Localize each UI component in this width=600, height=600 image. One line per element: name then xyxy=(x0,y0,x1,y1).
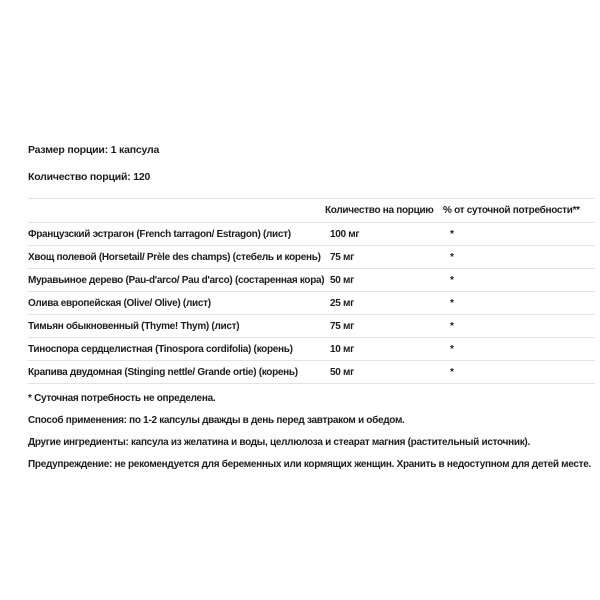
footnote-other-ingredients: Другие ингредиенты: капсула из желатина и воды, целлюлоза и стеарат магния (растительный источник). xyxy=(28,437,530,448)
ingredient-name: Тиноспора сердцелистная (Tinospora cordifolia) (корень) xyxy=(28,343,293,355)
ingredient-daily-value: * xyxy=(450,274,454,286)
ingredient-name: Французский эстрагон (French tarragon/ Estragon) (лист) xyxy=(28,228,291,240)
ingredient-amount: 75 мг xyxy=(330,320,354,332)
table-row xyxy=(28,338,595,361)
supplement-facts-table xyxy=(28,198,595,384)
ingredient-amount: 25 мг xyxy=(330,297,354,309)
ingredient-amount: 50 мг xyxy=(330,366,354,378)
ingredient-name: Олива европейская (Olive/ Olive) (лист) xyxy=(28,297,211,309)
table-header-row xyxy=(28,199,595,223)
table-row xyxy=(28,361,595,384)
footnotes xyxy=(28,393,595,471)
serving-info xyxy=(28,144,595,184)
ingredient-daily-value: * xyxy=(450,251,454,263)
ingredient-daily-value: * xyxy=(450,228,454,240)
serving-size-line: Размер порции: 1 капсула xyxy=(28,144,160,156)
footnote-warning: Предупреждение: не рекомендуется для беременных или кормящих женщин. Хранить в недоступном для детей месте. xyxy=(28,459,591,470)
ingredient-daily-value: * xyxy=(450,366,454,378)
ingredient-name: Хвощ полевой (Horsetail/ Prèle des champs) (стебель и корень) xyxy=(28,251,321,263)
table-row xyxy=(28,292,595,315)
ingredient-name: Крапива двудомная (Stinging nettle/ Grande ortie) (корень) xyxy=(28,366,298,378)
servings-per-container-line: Количество порций: 120 xyxy=(28,171,151,183)
table-row xyxy=(28,246,595,269)
ingredient-daily-value: * xyxy=(450,297,454,309)
footnote-daily-value-note: * Суточная потребность не определена. xyxy=(28,393,216,404)
ingredient-amount: 50 мг xyxy=(330,274,354,286)
column-header-daily-value: % от суточной потребности** xyxy=(443,205,580,216)
ingredient-name: Муравьиное дерево (Pau-d'arco/ Pau d'arco) (состаренная кора) xyxy=(28,274,325,286)
ingredient-name: Тимьян обыкновенный (Thyme! Thym) (лист) xyxy=(28,320,240,332)
ingredient-daily-value: * xyxy=(450,343,454,355)
ingredient-amount: 75 мг xyxy=(330,251,354,263)
ingredient-daily-value: * xyxy=(450,320,454,332)
footnote-usage-directions: Способ применения: по 1-2 капсулы дважды в день перед завтраком и обедом. xyxy=(28,415,405,426)
table-row xyxy=(28,315,595,338)
ingredient-amount: 100 мг xyxy=(330,228,360,240)
table-row xyxy=(28,269,595,292)
supplement-facts-panel xyxy=(28,144,595,481)
column-header-amount: Количество на порцию xyxy=(325,205,434,216)
ingredient-amount: 10 мг xyxy=(330,343,354,355)
table-row xyxy=(28,223,595,246)
